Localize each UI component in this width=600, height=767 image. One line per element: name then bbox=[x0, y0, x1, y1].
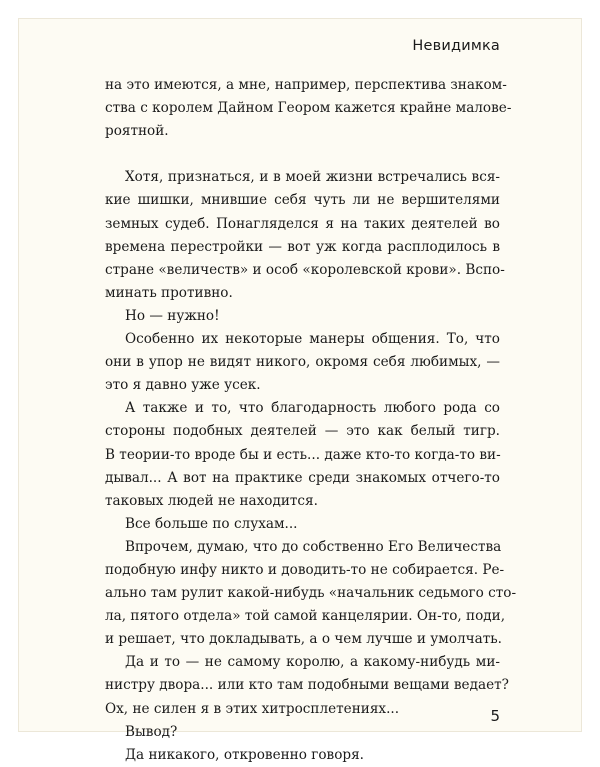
text-line: Ох, не силен я в этих хитросплетениях... bbox=[105, 700, 400, 717]
text-line: Особенно их некоторые манеры общения. То, что bbox=[125, 331, 500, 348]
text-line: Все больше по слухам... bbox=[125, 515, 298, 532]
text-line: на это имеются, а мне, например, перспектива знаком- bbox=[105, 77, 507, 93]
text-line: Хотя, признаться, и в моей жизни встречались вся- bbox=[125, 169, 500, 186]
text-line: это я давно уже усек. bbox=[105, 377, 261, 394]
text-line: стороны подобных деятелей — это как белый тигр. bbox=[105, 423, 500, 440]
text-line: подобную инфу никто и доводить-то не собирается. Ре- bbox=[105, 561, 505, 578]
text-line: и решает, что докладывать, а о чем лучше и умолчать. bbox=[105, 631, 502, 648]
running-title: Невидимка bbox=[412, 38, 500, 54]
text-line: земных судеб. Понагляделся я на таких деятелей во bbox=[105, 215, 500, 232]
text-line: Вывод? bbox=[125, 723, 178, 740]
paragraph-gap bbox=[105, 143, 500, 166]
text-line: ально там рулит какой-нибудь «начальник седьмого сто- bbox=[105, 585, 517, 602]
text-line: дывал... А вот на практике среди знакомых отчего-то bbox=[105, 469, 500, 486]
text-line: Да и то — не самому королю, а какому-нибудь ми- bbox=[125, 654, 500, 671]
text-line: нистру двора... или кто там подобными вещами ведает? bbox=[105, 677, 509, 694]
text-line: Но — нужно! bbox=[125, 307, 220, 324]
text-line: роятной. bbox=[105, 123, 169, 140]
text-line: Да никакого, откровенно говоря. bbox=[125, 746, 364, 763]
page-number: 5 bbox=[490, 707, 500, 725]
text-line: времена перестройки — вот уж когда расплодилось в bbox=[105, 238, 500, 255]
text-line: стране «величеств» и особ «королевской крови». Вспо- bbox=[105, 261, 505, 278]
text-line: А также и то, что благодарность любого рода со bbox=[125, 400, 500, 417]
text-line: ла, пятого отдела» той самой канцелярии. Он-то, поди, bbox=[105, 608, 506, 625]
body-text bbox=[105, 74, 517, 767]
text-line: кие шишки, мнившие себя чуть ли не вершителями bbox=[105, 192, 500, 209]
text-line: таковых людей не находится. bbox=[105, 492, 318, 509]
text-line: ства с королем Дайном Геором кажется крайне малове- bbox=[105, 100, 512, 117]
text-line: они в упор не видят никого, окромя себя любимых, — bbox=[105, 354, 500, 371]
text-line: минать противно. bbox=[105, 284, 233, 301]
text-line: В теории-то вроде бы и есть... даже кто-то когда-то ви- bbox=[105, 446, 501, 463]
text-line: Впрочем, думаю, что до собственно Его Величества bbox=[125, 538, 502, 555]
